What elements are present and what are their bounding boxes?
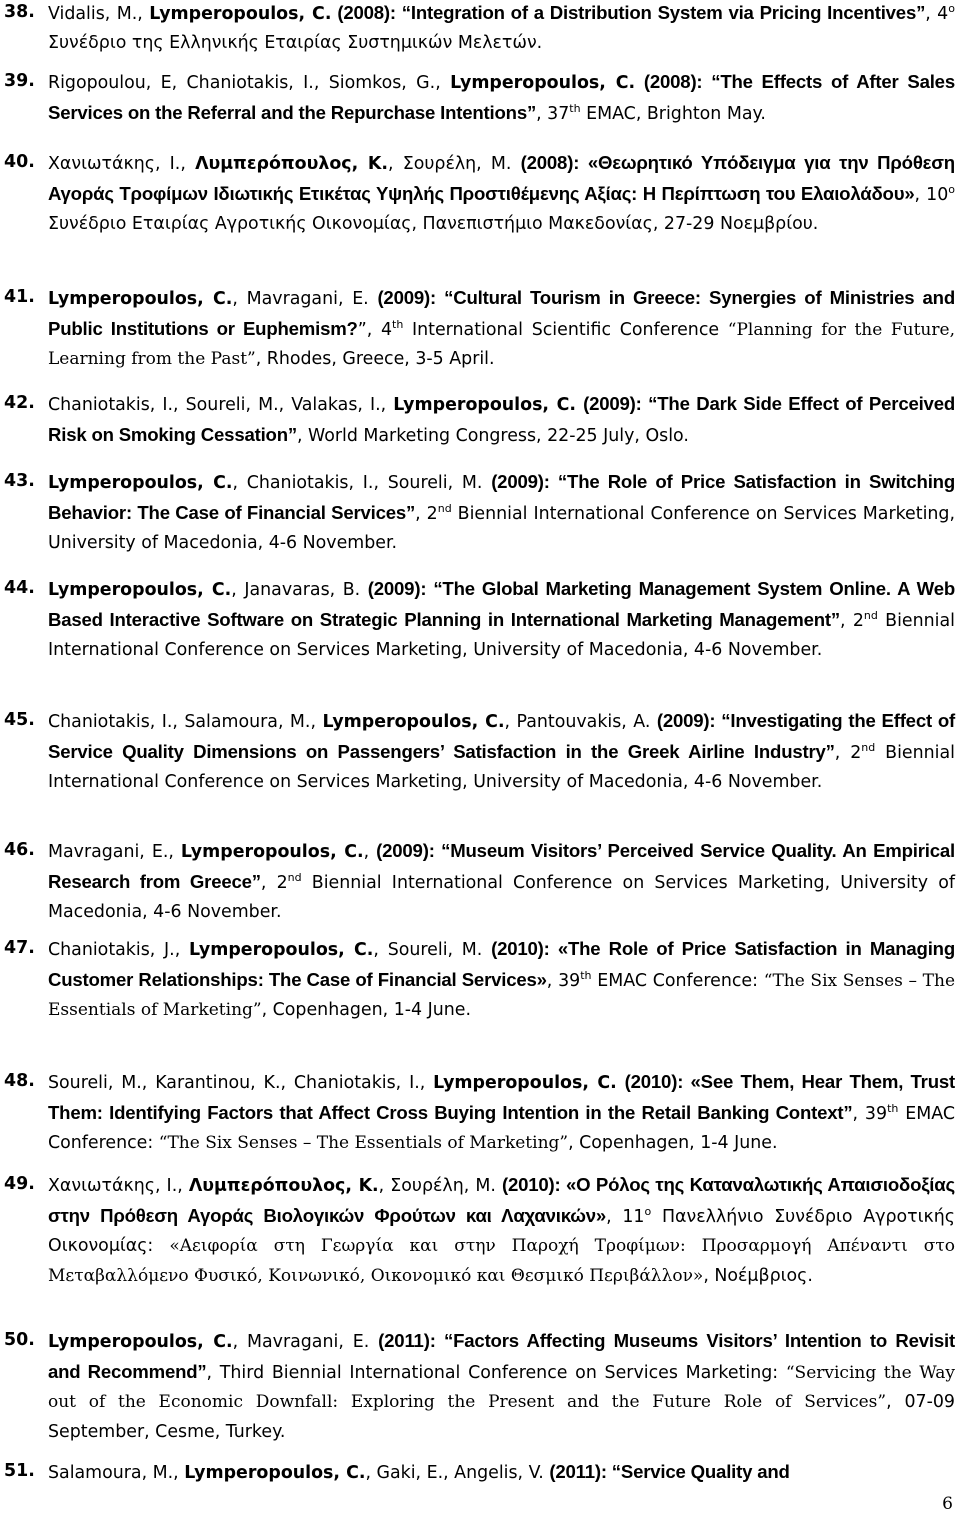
reference-text-segment: (2011): “Factors Affecting Museums Visitors’ Intention to Revisit and Recommend”	[48, 1330, 955, 1383]
reference-text-segment: (2009): “Museum Visitors’ Perceived Service Quality. An Empirical Research from Greece”	[48, 840, 955, 893]
reference-text-segment: (2008): «Θεωρητικό Υπόδειγμα για την Πρόθεση Αγοράς Τροφίμων Ιδιωτικής Ετικέτας Υψηλής Προστιθέμενης Αξίας: Η Περίπτωση του Ελαιολάδου»	[48, 152, 955, 205]
reference-number: 43.	[4, 471, 35, 491]
reference-text-segment: Mavragani, E.,	[48, 842, 181, 862]
reference-text-segment: , 2	[260, 873, 288, 894]
reference-text-segment: , World Marketing Congress, 22-25 July, Oslo.	[296, 426, 689, 447]
reference-text-segment: Λυμπερόπουλος, Κ.	[188, 1176, 379, 1196]
reference-number: 51.	[4, 1461, 35, 1481]
reference-text	[48, 574, 955, 666]
reference-text-segment: Chaniotakis, I., Soureli, M., Valakas, I.,	[48, 395, 394, 415]
reference-text-segment: Lymperopoulos, C.	[48, 580, 232, 600]
ordinal-superscript: ο	[644, 1205, 652, 1219]
reference-text-segment: (2008):	[635, 71, 712, 92]
reference-text-segment: Biennial International Conference on Services Marketing, University of Macedonia, 4-6 November.	[48, 743, 955, 793]
reference-text	[48, 148, 955, 240]
reference-text-segment: , Σουρέλη, Μ.	[378, 1176, 502, 1196]
reference-number: 42.	[4, 393, 35, 413]
reference-text-segment: (2010): «Ο Ρόλος της Καταναλωτικής Απαισιοδοξίας στην Πρόθεση Αγοράς Βιολογικών Φρούτων και Λαχανικών»	[48, 1174, 955, 1227]
reference-text-segment: Lymperopoulos, C.	[450, 73, 636, 93]
reference-number: 41.	[4, 287, 35, 307]
reference-text	[48, 934, 955, 1026]
reference-number: 49.	[4, 1174, 35, 1194]
reference-text	[48, 1170, 955, 1291]
reference-text-segment: , Rhodes, Greece, 3-5 April.	[255, 349, 495, 370]
reference-text-segment: Συνέδριο της Ελληνικής Εταιρίας Συστημικών Μελετών.	[48, 33, 543, 54]
reference-text-segment: (2009): “The Role of Price Satisfaction in Switching Behavior: The Case of Financial Services”	[48, 471, 955, 524]
ordinal-superscript: ο	[948, 183, 955, 197]
reference-text-segment: , Third Biennial International Conference on Services Marketing:	[206, 1363, 786, 1384]
reference-text-segment: “Servicing the Way out of the Economic Downfall: Exploring the Present and the Future Role of Services”	[48, 1363, 955, 1413]
reference-text-segment: Χανιωτάκης, Ι.,	[48, 154, 196, 174]
reference-text-segment: “Integration of a Distribution System via Pricing Incentives”	[401, 2, 926, 23]
reference-text-segment: Salamoura, M.,	[48, 1463, 185, 1483]
reference-text-segment: , 2	[840, 611, 864, 632]
reference-text-segment: Lymperopoulos, C.	[188, 940, 374, 960]
reference-number: 38.	[4, 2, 35, 22]
reference-text-segment: Συνέδριο Εταιρίας Αγροτικής Οικονομίας, Πανεπιστήμιο Μακεδονίας, 27-29 Νοεμβρίου.	[48, 214, 819, 235]
reference-number: 40.	[4, 152, 35, 172]
reference-text-segment: (2010): «The Role of Price Satisfaction in Managing Customer Relationships: The Case of Financial Services»	[48, 938, 955, 991]
reference-text-segment: Biennial International Conference on Services Marketing, University of Macedonia, 4-6 November.	[48, 873, 955, 923]
reference-text-segment: Χανιωτάκης, Ι.,	[48, 1176, 189, 1196]
reference-text-segment: Soureli, M., Karantinou, K., Chaniotakis, I.,	[48, 1073, 434, 1093]
reference-text	[48, 389, 955, 451]
reference-number: 44.	[4, 578, 35, 598]
reference-text-segment: , Gaki, E., Angelis, V.	[365, 1463, 550, 1483]
reference-text-segment: (2011): “Service Quality and	[549, 1461, 790, 1482]
ordinal-superscript: th	[392, 318, 404, 332]
reference-text-segment: , 2	[415, 504, 438, 525]
reference-text-segment: “Planning for the Future, Learning from the Past”	[48, 320, 955, 370]
reference-text-segment: Lymperopoulos, C.	[184, 1463, 366, 1483]
ordinal-superscript: nd	[287, 871, 302, 885]
reference-text	[48, 1326, 955, 1447]
reference-text	[48, 706, 955, 798]
reference-text-segment: International Scientific Conference	[403, 320, 728, 341]
reference-number: 46.	[4, 840, 35, 860]
reference-text-segment: , Pantouvakis, A.	[504, 712, 657, 732]
reference-text-segment: Lymperopoulos, C.	[393, 395, 577, 415]
reference-text-segment: Vidalis, M.,	[48, 4, 150, 24]
reference-text-segment: EMAC Conference:	[591, 971, 764, 992]
reference-text-segment: , 2	[834, 743, 862, 764]
page-number: 6	[942, 1494, 953, 1514]
reference-text-segment: (2010): «See Them, Hear Them, Trust Them: Identifying Factors that Affect Cross Buying Intention in the Retail Banking Context”	[48, 1071, 955, 1124]
reference-text-segment: Chaniotakis, J.,	[48, 940, 189, 960]
reference-text-segment: , Janavaras, B.	[231, 580, 368, 600]
ordinal-superscript: nd	[863, 609, 878, 623]
ordinal-superscript: th	[580, 969, 592, 983]
reference-text	[48, 1457, 955, 1488]
reference-text-segment: , 39	[852, 1104, 888, 1125]
reference-text-segment: Lymperopoulos, C.	[180, 842, 364, 862]
reference-text-segment: (2009): “Investigating the Effect of Service Quality Dimensions on Passengers’ Satisfaction in the Greek Airline Industry”	[48, 710, 955, 763]
reference-text-segment: , 4	[925, 4, 949, 24]
ordinal-superscript: th	[569, 102, 581, 116]
reference-text	[48, 467, 955, 559]
ordinal-superscript: nd	[861, 741, 876, 755]
ordinal-superscript: nd	[437, 502, 452, 516]
reference-text-segment: Lymperopoulos, C.	[48, 473, 233, 493]
reference-text-segment: (2008):	[331, 2, 402, 23]
reference-number: 50.	[4, 1330, 35, 1350]
reference-text-segment: “The Effects of After Sales Services on the Referral and the Repurchase Intentions”	[48, 71, 955, 124]
ordinal-superscript: o	[948, 2, 955, 15]
reference-text-segment: Lymperopoulos, C.	[48, 289, 233, 309]
reference-text-segment: Lymperopoulos, C.	[48, 1332, 233, 1352]
reference-text-segment: , 11	[606, 1207, 645, 1228]
reference-text-segment: (2009): “Cultural Tourism in Greece: Synergies of Ministries and Public Institutions or Euphemism?	[48, 287, 955, 340]
reference-text-segment: (2009): “The Global Marketing Management System Online. A Web Based Interactive Software on Strategic Planning in International Marketing Management”	[48, 578, 955, 631]
reference-text-segment: EMAC Conference:	[48, 1104, 955, 1154]
reference-text	[48, 1067, 955, 1159]
reference-text-segment: ,	[363, 842, 377, 862]
reference-text	[48, 283, 955, 375]
reference-text-segment: Lymperopoulos, C.	[433, 1073, 617, 1093]
reference-text-segment: , Soureli, M.	[373, 940, 492, 960]
reference-text	[48, 0, 955, 58]
reference-text-segment: , Chaniotakis, I., Soureli, M.	[232, 473, 492, 493]
reference-text-segment: Rigopoulou, E, Chaniotakis, I., Siomkos, G.,	[48, 73, 451, 93]
reference-text-segment: , 37	[536, 104, 570, 125]
reference-text-segment: , Copenhagen, 1-4 June.	[568, 1133, 778, 1154]
reference-text-segment: , 07-09 September, Cesme, Turkey.	[48, 1392, 955, 1442]
reference-text-segment: , Mavragani, E.	[232, 289, 378, 309]
reference-text-segment: (2009): “The Dark Side Effect of Perceived Risk on Smoking Cessation”	[48, 393, 956, 446]
reference-number: 45.	[4, 710, 35, 730]
reference-text-segment: Λυμπερόπουλος, Κ.	[195, 154, 389, 174]
reference-text-segment	[617, 1073, 625, 1093]
reference-text-segment: , Mavragani, E.	[232, 1332, 379, 1352]
ordinal-superscript: th	[887, 1102, 899, 1116]
reference-text-segment: Biennial International Conference on Services Marketing, University of Macedonia, 4-6 November.	[48, 611, 955, 661]
reference-text-segment: , Σουρέλη, Μ.	[388, 154, 521, 174]
reference-number: 47.	[4, 938, 35, 958]
reference-number: 39.	[4, 71, 35, 91]
reference-number: 48.	[4, 1071, 35, 1091]
reference-text-segment: , 39	[546, 971, 581, 992]
reference-text-segment: , Copenhagen, 1-4 June.	[261, 1000, 472, 1021]
reference-text-segment: “The Six Senses – The Essentials of Marketing”	[158, 1133, 569, 1154]
reference-text-segment: EMAC, Brighton May.	[580, 104, 766, 125]
reference-text-segment: Lymperopoulos, C.	[149, 4, 332, 24]
reference-text-segment: Biennial International Conference on Services Marketing, University of Macedonia, 4-6 November.	[48, 504, 955, 554]
reference-text-segment: Πανελλήνιο Συνέδριο Αγροτικής Οικονομίας:	[48, 1207, 956, 1257]
reference-text-segment: «Αειφορία στη Γεωργία και στην Παροχή Τροφίμων: Προσαρμογή Απέναντι στο Μεταβαλλόμενο Φυσικό, Κοινωνικό, Οικονομικό και Θεσμικό Περιβάλλον»	[48, 1236, 956, 1286]
reference-text-segment: , Νοέμβριος.	[703, 1265, 813, 1286]
reference-text	[48, 67, 955, 129]
reference-text	[48, 836, 955, 928]
reference-text-segment: Chaniotakis, I., Salamoura, M.,	[48, 712, 323, 732]
reference-text-segment: Lymperopoulos, C.	[322, 712, 505, 732]
reference-text-segment: , 10	[914, 185, 949, 206]
reference-text-segment: ”, 4	[357, 320, 393, 341]
reference-text-segment: “The Six Senses – The Essentials of Marketing”	[48, 971, 956, 1021]
